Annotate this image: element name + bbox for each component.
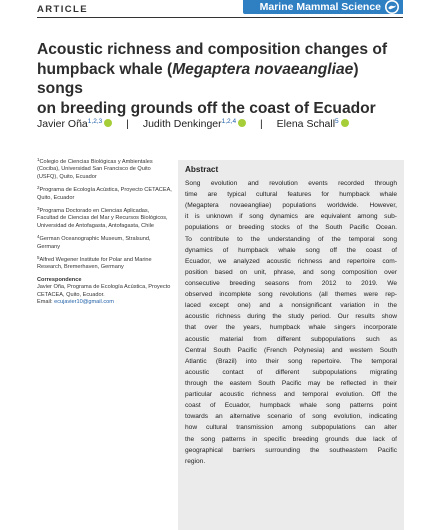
orcid-icon[interactable] <box>341 119 349 127</box>
affiliations-column <box>37 156 172 307</box>
header-divider <box>37 17 403 18</box>
abstract-line: through the eastern South Pacific may be reflected in their <box>185 379 397 387</box>
abstract-line: that over the years, humpback whale singers incorporate <box>185 324 397 332</box>
correspondence-heading: Correspondence <box>37 276 82 283</box>
orcid-icon[interactable] <box>238 119 246 127</box>
author-affiliation-marks: 1,2,3 <box>87 118 103 125</box>
abstract-line: time are typical cultural features for humpback whale <box>185 191 397 199</box>
abstract-line: it is unknown if song dynamics are equivalent among sub- <box>185 213 397 221</box>
article-title <box>37 40 407 118</box>
email-link[interactable]: ecujavier10@gmail.com <box>54 299 114 306</box>
abstract-line: acoustic contact of different subpopulations migrating <box>185 368 397 376</box>
affiliation-item: $^2$Programa de Ecología Acústica, Proyecto CETACEA, Quito, Ecuador <box>37 185 172 201</box>
abstract-line: towards an alternative scenario of song evolution, indicating <box>185 413 397 421</box>
whale-logo-icon <box>385 0 399 14</box>
author-name[interactable]: Elena Schall <box>276 118 336 130</box>
title-line-2: humpback whale (Megaptera novaeangliae) songs <box>37 60 359 97</box>
correspondence-text: Javier Oña, Programa de Ecología Acústica, Proyecto CETACEA, Quito, Ecuador. <box>37 284 171 298</box>
abstract-line: Ecuador, we analyzed acoustic richness and repertoire com- <box>185 257 397 265</box>
abstract-line: position based on unit, phrase, and song composition over <box>185 268 397 276</box>
journal-banner[interactable] <box>243 0 403 14</box>
author-separator: | <box>126 118 129 130</box>
author-list <box>37 118 407 130</box>
abstract-heading: Abstract <box>185 165 219 174</box>
abstract-line: the song patterns in specific breeding grounds due lack of <box>185 435 397 443</box>
affiliation-item: $^1$Colegio de Ciencias Biológicas y Ambientales (Cociba), Universidad San Francisco de Quito (USFQ), Quito, Ecuador <box>37 157 153 180</box>
author-affiliation-marks: 1,2,4 <box>221 118 237 125</box>
abstract-line: populations or breeding stocks of the South Pacific Ocean. <box>185 224 397 232</box>
title-line-3: on breeding grounds off the coast of Ecuador <box>37 99 376 117</box>
abstract-line: Central South Pacific (French Polynesia) and western South <box>185 346 397 354</box>
abstract-line: acoustic richness during the study period. Our results show <box>185 313 397 321</box>
correspondence-email-row: Email: ecujavier10@gmail.com <box>37 299 114 306</box>
affiliation-item: $^3$Programa Doctorado en Ciencias Aplicadas, Facultad de Ciencias del Mar y Recursos Biológicos, Universidad de Antofagasta, Antofagasta, Chile <box>37 206 168 229</box>
abstract-line: observed incomplete song revolutions (all themes were rep- <box>185 291 397 299</box>
abstract-line: To contribute to the understanding of the temporal song <box>185 235 397 243</box>
abstract-box <box>178 160 404 530</box>
abstract-line: coast of Ecuador, humpback whale song patterns point <box>185 402 397 410</box>
abstract-line: dynamics of humpback whale song off the coast of <box>185 246 397 254</box>
article-type-label: ARTICLE <box>37 4 88 15</box>
abstract-line: Song evolution and revolution events recorded through <box>185 180 397 187</box>
author-affiliation-marks: 5 <box>335 118 339 125</box>
abstract-line: particular acoustic richness and temporal evolution. Off the <box>185 391 397 399</box>
title-line-1: Acoustic richness and composition changes of <box>37 41 388 58</box>
author-name[interactable]: Javier Oña <box>37 118 88 130</box>
abstract-line: geographical barriers surrounding the southeastern Pacific <box>185 446 397 454</box>
abstract-body <box>185 178 397 467</box>
abstract-line: acoustic material from different subpopulations such as <box>185 335 397 343</box>
abstract-line: how cultural transmission among subpopulations can alter <box>185 424 397 432</box>
species-name: Megaptera novaeangliae <box>172 60 354 78</box>
journal-name: Marine Mammal Science <box>259 1 381 13</box>
orcid-icon[interactable] <box>104 119 112 127</box>
abstract-line: region. <box>185 457 206 465</box>
affiliation-item: $^4$German Oceanographic Museum, Stralsund, Germany <box>37 234 151 250</box>
affiliation-item: $^5$Alfred Wegener Institute for Polar and Marine Research, Bremerhaven, Germany <box>37 255 152 271</box>
author-name[interactable]: Judith Denkinger <box>142 118 222 130</box>
abstract-line: (Megaptera novaeangliae) populations worldwide. However, <box>185 202 397 210</box>
author-separator: | <box>260 118 263 130</box>
abstract-line: laced except one) and a nonsignificant variation in the <box>185 302 397 310</box>
abstract-line: Atlantic (Brazil) into their song repertoire. The temporal <box>185 357 397 365</box>
abstract-line: consecutive breeding seasons from 2012 to 2019. We <box>185 279 397 287</box>
